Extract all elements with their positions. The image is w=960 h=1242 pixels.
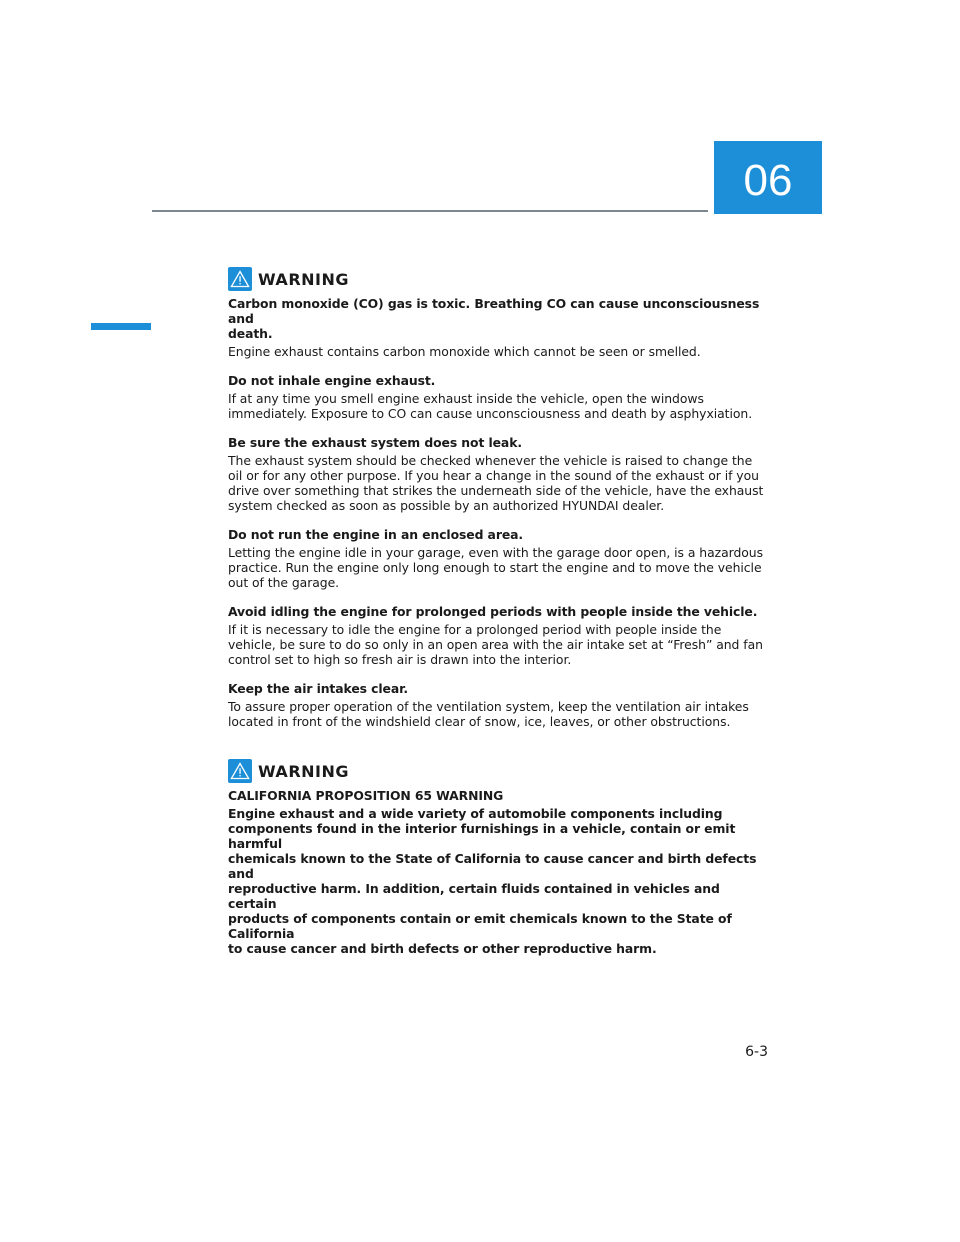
section-heading: Be sure the exhaust system does not leak. [228,435,522,450]
header-rule [152,210,708,212]
text-line: system checked as soon as possible by an authorized HYUNDAI dealer. [228,498,665,513]
page-number: 6-3 [745,1044,768,1060]
text-line: to cause cancer and birth defects or other reproductive harm. [228,941,657,956]
warning-block-prop65 [228,758,768,956]
intro-text: Engine exhaust contains carbon monoxide which cannot be seen or smelled. [228,344,701,359]
warning-header [228,758,768,784]
warning-triangle-icon [228,267,252,291]
text-line: vehicle, be sure to do so only in an open area with the air intake set at “Fresh” and fan [228,637,763,652]
warning-title: WARNING [258,761,349,781]
text-line: out of the garage. [228,575,340,590]
chapter-number: 06 [743,155,793,205]
warning-header [228,266,768,292]
text-line: immediately. Exposure to CO can cause unconsciousness and death by asphyxiation. [228,406,753,421]
text-line: reproductive harm. In addition, certain fluids contained in vehicles and certain [228,881,720,911]
warning-block-co [228,266,768,729]
text-line: Letting the engine idle in your garage, even with the garage door open, is a hazardous [228,545,763,560]
text-line: If it is necessary to idle the engine for a prolonged period with people inside the [228,622,722,637]
section-heading: Keep the air intakes clear. [228,681,408,696]
text-line: To assure proper operation of the ventilation system, keep the ventilation air intakes [228,699,749,714]
section-heading: Avoid idling the engine for prolonged periods with people inside the vehicle. [228,604,758,619]
text-line: components found in the interior furnishings in a vehicle, contain or emit harmful [228,821,736,851]
text-line: oil or for any other purpose. If you hear a change in the sound of the exhaust or if you [228,468,759,483]
warning-title: WARNING [258,269,349,289]
text-line: If at any time you smell engine exhaust inside the vehicle, open the windows [228,391,704,406]
section-heading: Do not run the engine in an enclosed area. [228,527,524,542]
side-marker [91,323,151,330]
section-heading: Do not inhale engine exhaust. [228,373,436,388]
text-line: products of components contain or emit chemicals known to the State of California [228,911,732,941]
text-line: located in front of the windshield clear of snow, ice, leaves, or other obstructions. [228,714,731,729]
text-line: CALIFORNIA PROPOSITION 65 WARNING [228,788,504,803]
text-line: practice. Run the engine only long enough to start the engine and to move the vehicle [228,560,762,575]
text-line: chemicals known to the State of California to cause cancer and birth defects and [228,851,757,881]
chapter-tab [714,141,822,214]
text-line: Carbon monoxide (CO) gas is toxic. Breathing CO can cause unconsciousness and [228,296,760,326]
warning-triangle-icon [228,759,252,783]
intro-bold [228,296,768,341]
text-line: drive over something that strikes the underneath side of the vehicle, have the exhaust [228,483,764,498]
text-line: The exhaust system should be checked whenever the vehicle is raised to change the [228,453,753,468]
text-line: control set to high so fresh air is drawn into the interior. [228,652,572,667]
text-line: Engine exhaust and a wide variety of automobile components including [228,806,723,821]
text-line: death. [228,326,273,341]
